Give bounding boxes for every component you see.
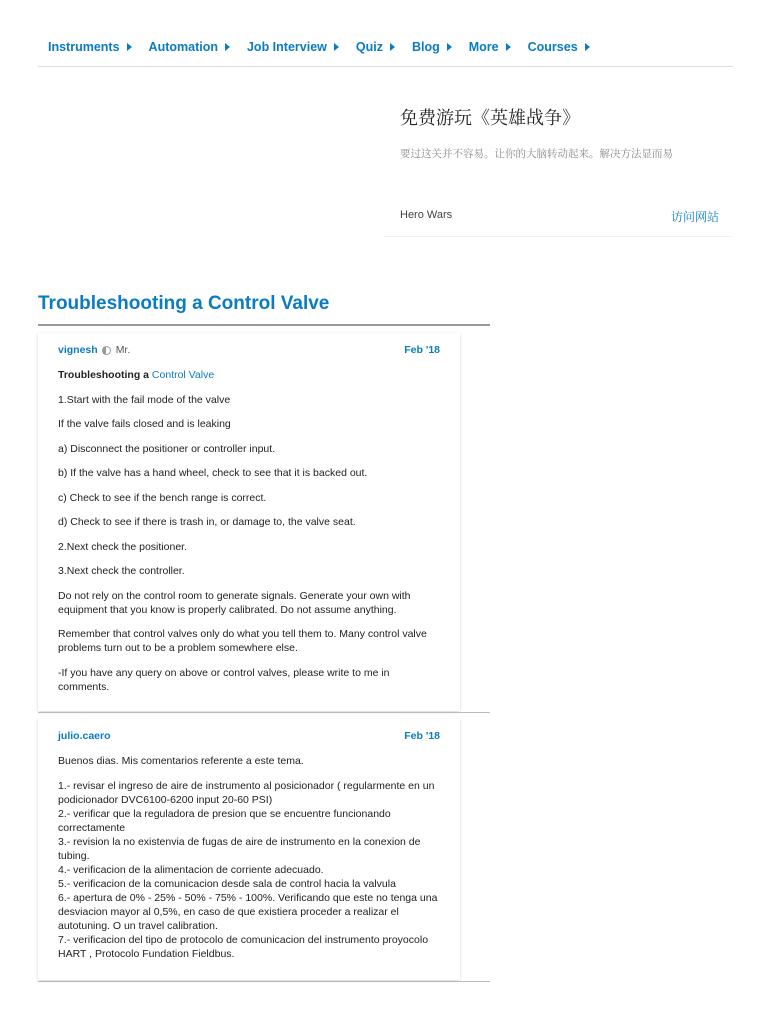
- caret-right-icon: [390, 43, 395, 51]
- post-intro: Buenos dias. Mis comentarios referente a este tema.: [58, 755, 304, 767]
- list-item: 6.- apertura de 0% - 25% - 50% - 75% - 100%. Verificando que este no tenga una desviacion mayor al 0,5%, en caso de que existiera proceder a realizar el autotuning. O un travel calibration.: [58, 891, 438, 932]
- post-heading: [58, 368, 442, 382]
- post-date[interactable]: Feb '18: [404, 344, 440, 356]
- title-divider: [38, 324, 490, 326]
- post-paragraph: Do not rely on the control room to generate signals. Generate your own with equipment that you know is properly calibrated. Do not assume anything.: [58, 589, 411, 616]
- post-paragraph: 3.Next check the controller.: [58, 565, 185, 577]
- nav-item-job-interview[interactable]: [247, 36, 339, 58]
- nav-item-blog[interactable]: [412, 36, 452, 58]
- control-valve-link[interactable]: Control Valve: [151, 369, 215, 381]
- ad-title[interactable]: 免费游玩《英雄战争》: [400, 108, 580, 129]
- post-paragraph: d) Check to see if there is trash in, or damage to, the valve seat.: [58, 516, 356, 528]
- post-header: [58, 728, 440, 744]
- caret-right-icon: [506, 43, 511, 51]
- caret-right-icon: [334, 43, 339, 51]
- post-date[interactable]: Feb '18: [404, 730, 440, 742]
- nav-label: Courses: [527, 40, 578, 54]
- nav-label: Job Interview: [246, 40, 327, 54]
- post-heading-text: Troubleshooting a: [58, 369, 152, 381]
- ad-banner[interactable]: [384, 84, 732, 237]
- caret-right-icon: [585, 43, 590, 51]
- post-paragraph: a) Disconnect the positioner or controller input.: [58, 442, 276, 455]
- moderator-shield-icon: [102, 346, 111, 355]
- caret-right-icon: [225, 43, 230, 51]
- nav-item-courses[interactable]: [528, 36, 590, 58]
- post-paragraph: b) If the valve has a hand wheel, check to see that it is backed out.: [58, 467, 368, 479]
- post-paragraph: -If you have any query on above or control valves, please write to me in comments.: [58, 666, 390, 693]
- post-author[interactable]: vignesh: [58, 344, 98, 356]
- post-paragraph: c) Check to see if the bench range is correct.: [58, 491, 267, 504]
- post-divider: [38, 712, 490, 713]
- post-author[interactable]: julio.caero: [58, 730, 111, 742]
- list-item: 1.- revisar el ingreso de aire de instrumento al posicionador ( regularmente en un podicionador DVC6100-6200 input 20-60 PSI): [58, 779, 435, 806]
- list-item: 2.- verificar que la reguladora de presion que se encuentre funcionando correctamente: [58, 807, 391, 834]
- post-body: [58, 368, 442, 704]
- post-paragraph: 1.Start with the fail mode of the valve: [58, 393, 231, 406]
- nav-label: Automation: [148, 40, 218, 54]
- top-nav: [38, 36, 733, 67]
- post-paragraph: If the valve fails closed and is leaking: [58, 418, 231, 430]
- caret-right-icon: [127, 43, 132, 51]
- post-body: [58, 754, 442, 961]
- ad-description: 要过这关并不容易。让你的大脑转动起来。解决方法显而易: [400, 148, 673, 160]
- ad-visit-link[interactable]: 访问网站: [671, 210, 720, 224]
- post-divider: [38, 981, 490, 982]
- caret-right-icon: [447, 43, 452, 51]
- list-item: 5.- verificacion de la comunicacion desde sala de control hacia la valvula: [58, 877, 396, 890]
- nav-item-quiz[interactable]: [356, 36, 395, 58]
- nav-label: Instruments: [48, 40, 120, 54]
- post-header: [58, 342, 440, 358]
- list-item: 3.- revision la no existenvia de fugas de aire de instrumento en la conexion de tubing.: [58, 835, 421, 862]
- ad-brand: Hero Wars: [400, 209, 453, 221]
- list-item: 7.- verificacion del tipo de protocolo de comunicacion del instrumento proyocolo HART , Protocolo Fundation Fieldbus.: [58, 933, 429, 960]
- post-julio-caero: [38, 719, 460, 980]
- nav-label: Blog: [411, 40, 440, 54]
- nav-item-instruments[interactable]: [48, 36, 132, 58]
- page-title[interactable]: Troubleshooting a Control Valve: [38, 293, 330, 314]
- post-paragraph: Remember that control valves only do what you tell them to. Many control valve problems turn out to be a problem somewhere else.: [58, 628, 427, 654]
- nav-label: Quiz: [355, 40, 383, 54]
- post-list: [58, 779, 442, 961]
- nav-item-more[interactable]: [469, 36, 511, 58]
- author-title: Mr.: [115, 344, 131, 356]
- nav-item-automation[interactable]: [149, 36, 230, 58]
- post-paragraph: 2.Next check the positioner.: [58, 540, 187, 553]
- post-vignesh: [38, 333, 460, 711]
- nav-label: More: [468, 40, 499, 54]
- list-item: 4.- verificacion de la alimentacion de corriente adecuado.: [58, 863, 324, 876]
